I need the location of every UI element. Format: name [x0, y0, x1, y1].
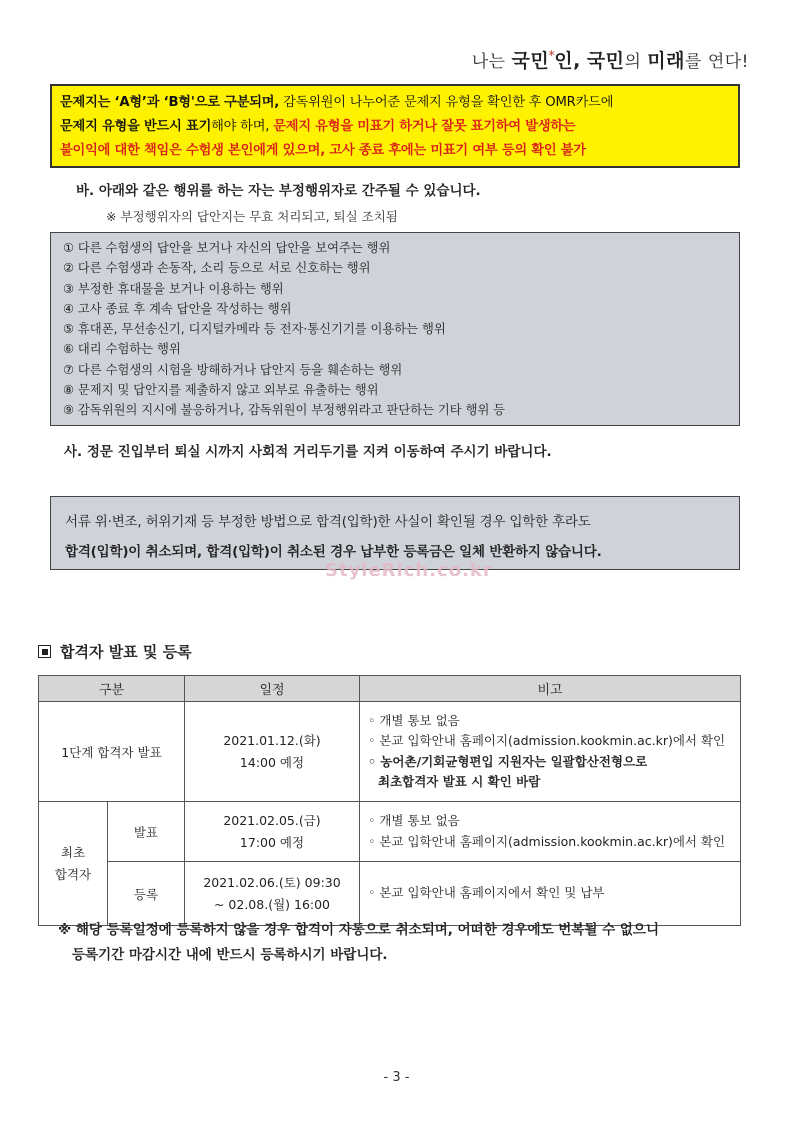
registration-footnote: [58, 918, 758, 968]
row2-time: 17:00 예정: [239, 834, 305, 850]
row1-memo2: ◦ 본교 입학안내 홈페이지(admission.kookmin.ac.kr)에서 확인: [368, 733, 726, 748]
footnote-line2: 등록기간 마감시간 내에 반드시 등록하시기 바랍니다.: [72, 947, 388, 963]
table-row: [39, 702, 741, 802]
row1-time: 14:00 예정: [239, 754, 305, 770]
slogan-ui: 의: [624, 52, 642, 72]
slogan-mirae: 미래: [647, 50, 685, 72]
slogan-in: 인,: [554, 50, 581, 72]
slogan-text: 나는: [471, 52, 506, 72]
final-label1: 최초: [60, 844, 86, 860]
announce-section-title: [38, 641, 192, 662]
table-header-schedule: 일정: [185, 676, 360, 702]
final-label2: 합격자: [54, 866, 92, 882]
notice-line2: 해야 하며,: [211, 119, 274, 134]
row2-date: 2021.02.05.(금): [223, 812, 321, 828]
row1-remarks: [360, 702, 741, 802]
list-item: ④ 고사 종료 후 계속 답안을 작성하는 행위: [63, 301, 292, 316]
slogan-post: 를 연다!: [685, 52, 749, 72]
table-header-remarks: 비고: [360, 676, 741, 702]
misconduct-list: [50, 232, 740, 426]
row2-sub: 발표: [108, 802, 185, 862]
row1-date: 2021.01.12.(화): [223, 732, 321, 748]
row1-memo3: ◦ 농어촌/기회균형편입 지원자는 일괄합산전형으로: [368, 753, 648, 769]
notice-line1-bold: 문제지는 ‘A형’과 ‘B형'으로 구분되며,: [60, 95, 280, 110]
row2-memo2: ◦ 본교 입학안내 홈페이지(admission.kookmin.ac.kr)에서 확인: [368, 833, 726, 849]
notice-line2-bold: 문제지 유형을 반드시 표기: [60, 119, 212, 134]
list-item: ⑦ 다른 수험생의 시험을 방해하거나 답안지 등을 훼손하는 행위: [63, 362, 403, 377]
square-bullet-icon: [38, 645, 51, 658]
list-item: ③ 부정한 휴대물을 보거나 이용하는 행위: [63, 281, 284, 296]
section-sa-heading: 사. 정문 진입부터 퇴실 시까지 사회적 거리두기를 지켜 이동하여 주시기 바랍니다.: [64, 444, 552, 460]
row3-sub: 등록: [108, 862, 185, 926]
list-item: ⑨ 감독위원의 지시에 불응하거나, 감독위원이 부정행위라고 판단하는 기타 행위 등: [63, 403, 506, 418]
list-item: ② 다른 수험생과 손동작, 소리 등으로 서로 신호하는 행위: [63, 261, 371, 276]
footnote-line1: ※ 해당 등록일정에 등록하지 않을 경우 합격이 자동으로 취소되며, 어떠한 경우에도 번복될 수 없으니: [58, 922, 659, 938]
slogan-star: *: [548, 49, 556, 65]
header-slogan: [472, 46, 749, 73]
final-pass-label: [39, 802, 108, 926]
notice-line1: 감독위원이 나누어준 문제지 유형을 확인한 후 OMR카드에: [279, 95, 614, 110]
fraud-warning-box: [50, 496, 740, 570]
row3-date: 2021.02.06.(토) 09:30: [203, 874, 341, 890]
row1-memo4: 최초합격자 발표 시 확인 바람: [378, 774, 541, 789]
table-row: [39, 862, 741, 926]
list-item: ⑥ 대리 수험하는 행위: [63, 342, 181, 357]
row2-remarks: [360, 802, 741, 862]
row1-memo1: ◦ 개별 통보 없음: [368, 712, 460, 728]
warning-line1: 서류 위·변조, 허위기재 등 부정한 방법으로 합격(입학)한 사실이 확인될 경우 입학한 후라도: [65, 514, 591, 530]
page-number: - 3 -: [383, 1070, 410, 1085]
row2-memo1: ◦ 개별 통보 없음: [368, 813, 460, 828]
watermark: StyleRich.co.kr: [325, 560, 493, 581]
row3-time: ~ 02.08.(월) 16:00: [213, 896, 331, 912]
list-item: ① 다른 수험생의 답안을 보거나 자신의 답안을 보여주는 행위: [63, 241, 391, 255]
announce-schedule-table: [38, 675, 741, 926]
row3-schedule: [185, 862, 360, 926]
list-item: ⑧ 문제지 및 답안지를 제출하지 않고 외부로 유출하는 행위: [63, 383, 379, 398]
list-item: ⑤ 휴대폰, 무선송신기, 디지털카메라 등 전자·통신기기를 이용하는 행위: [63, 322, 446, 337]
row2-schedule: [185, 802, 360, 862]
exam-type-notice: [50, 84, 740, 168]
warning-line2: 합격(입학)이 취소되며, 합격(입학)이 취소된 경우 납부한 등록금은 일체 반환하지 않습니다.: [65, 544, 602, 560]
row1-category: 1단계 합격자 발표: [39, 702, 185, 802]
slogan-kookmin: 국민: [511, 50, 550, 72]
table-header-category: 구분: [39, 676, 185, 702]
row3-memo1: ◦ 본교 입학안내 홈페이지에서 확인 및 납부: [368, 885, 605, 901]
slogan-kookmin-2: 국민: [586, 50, 625, 72]
table-row: [39, 802, 741, 862]
row1-schedule: [185, 702, 360, 802]
notice-line3-red: 불이익에 대한 책임은 수험생 본인에게 있으며, 고사 종료 후에는 미표기 여부 등의 확인 불가: [60, 143, 586, 158]
section-ba-heading: 바. 아래와 같은 행위를 하는 자는 부정행위자로 간주될 수 있습니다.: [76, 183, 481, 199]
announce-title-text: 합격자 발표 및 등록: [60, 643, 192, 661]
section-ba-note: ※ 부정행위자의 답안지는 무효 처리되고, 퇴실 조치됨: [106, 209, 398, 224]
row3-remarks: [360, 862, 741, 926]
notice-line2-red: 문제지 유형을 미표기 하거나 잘못 표기하여 발생하는: [273, 119, 576, 134]
